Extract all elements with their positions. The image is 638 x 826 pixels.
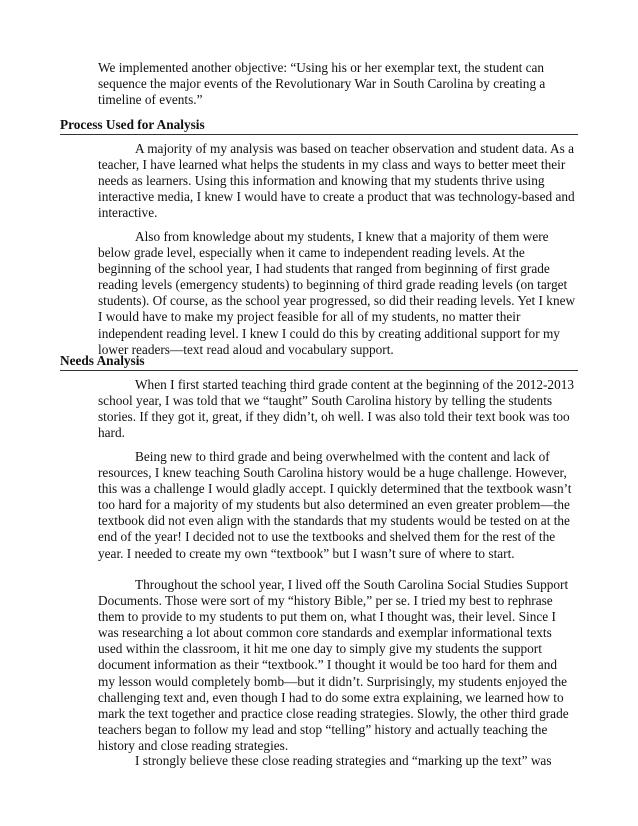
process-paragraph-1 [98, 141, 576, 221]
needs-paragraph-2 [98, 449, 576, 562]
paragraph-text: A majority of my analysis was based on teacher observation and student data. As a teacher, I have learned what helps the students in my class and ways to better meet their needs as learners. Using this information and knowing that my students thrive using interactive media, I knew I would have to create a product that was technology-based and interactive. [98, 141, 575, 221]
intro-text: We implemented another objective: “Using his or her exemplar text, the student can sequence the major events of the Revolutionary War in South Carolina by creating a timeline of events.” [98, 60, 546, 108]
intro-paragraph [98, 60, 576, 108]
needs-paragraph-1 [98, 377, 576, 441]
needs-paragraph-3 [98, 577, 576, 754]
paragraph-text: Being new to third grade and being overwhelmed with the content and lack of resources, I knew teaching South Carolina history would be a huge challenge. However, this was a challenge I would gladly accept. I quickly determined that the textbook wasn’t too hard for a majority of my students but also determined an even greater problem—the textbook did not even align with the standards that my students would be tested on at the end of the year! I decided not to use the textbooks and shelved them for the rest of the year. I needed to create my own “textbook” but I wasn’t sure of where to start. [98, 449, 572, 561]
paragraph-text: When I first started teaching third grade content at the beginning of the 2012-2013 school year, I was told that we “taught” South Carolina history by telling the students stories. If they got it, great, if they didn’t, oh well. I was also told their text book was too hard. [98, 377, 575, 441]
needs-heading: Needs Analysis [60, 353, 578, 371]
paragraph-text: Also from knowledge about my students, I knew that a majority of them were below grade level, especially when it came to independent reading levels. At the beginning of the school year, I had students that ranged from beginning of first grade reading levels (emergency students) to beginning of third grade reading levels (on target students). Of course, as the school year progressed, so did their reading levels. Yet I knew I would have to make my project feasible for all of my students, no matter their independent reading level. I knew I could do this by creating additional support for my lower readers—text read aloud and vocabulary support. [98, 229, 576, 357]
process-paragraph-2 [98, 229, 576, 358]
paragraph-text: Throughout the school year, I lived off the South Carolina Social Studies Support Documents. Those were sort of my “history Bible,” per se. I tried my best to rephrase them to provide to my students to put them on, what I thought was, their level. Since I was researching a lot about common core standards and exemplar informational texts used within the classroom, it hit me one day to simply give my students the support document information as their “textbook.” I thought it would be too hard for them and my lesson would completely bomb—but it didn’t. Surprisingly, my students enjoyed the challenging text and, even though I had to do some extra explaining, we learned how to mark the text together and practice close reading strategies. Slowly, the other third grade teachers began to follow my lead and stop “telling” history and actually teaching the history and close reading strategies. [98, 577, 569, 753]
process-heading: Process Used for Analysis [60, 117, 578, 135]
paragraph-text: I strongly believe these close reading strategies and “marking up the text” was [135, 753, 552, 768]
needs-paragraph-4 [98, 753, 576, 769]
